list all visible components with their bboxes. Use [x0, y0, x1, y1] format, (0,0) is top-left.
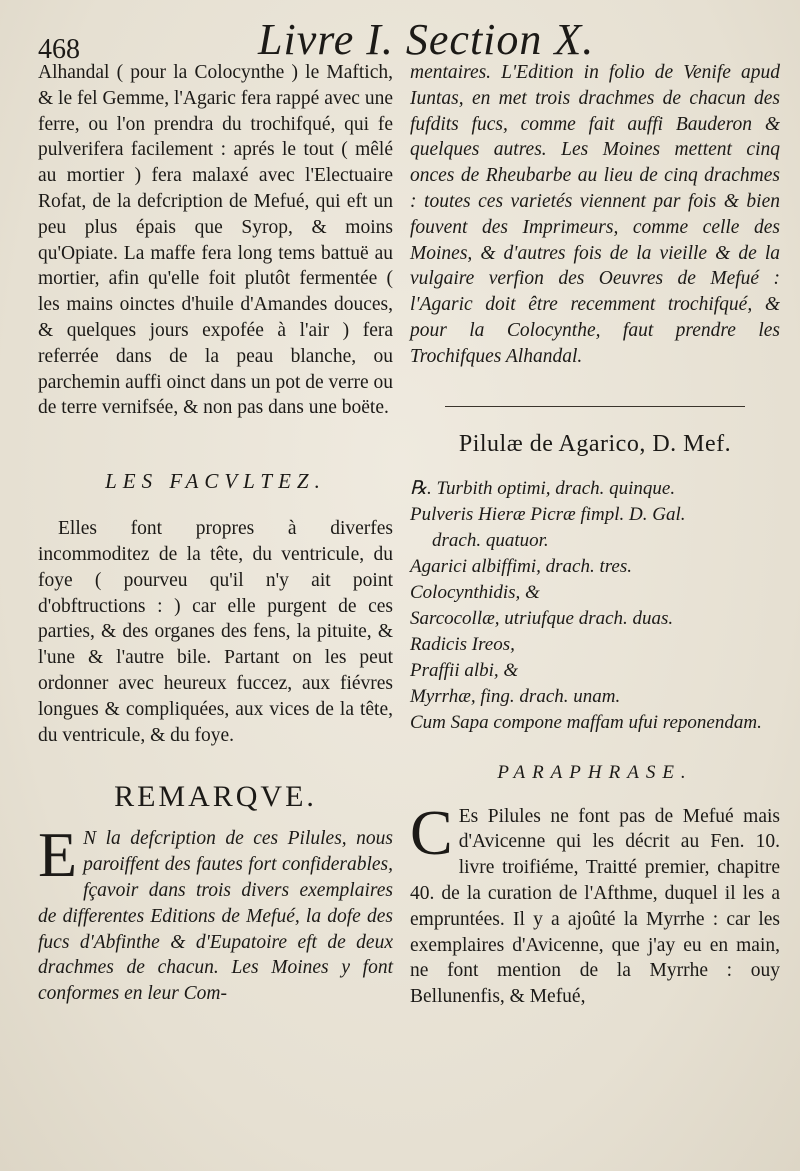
- recipe-line: drach. quatuor.: [432, 529, 549, 551]
- paraphrase-text: Es Pilules ne font pas de Mefué mais d'Avicenne qui les décrit au Fen. 10. livre troifiéme, Traitté premier, chapitre 40. de la curation de l'Afthme, duquel il les a empruntées. Il y a ajoûté la Myrrhe : car les exemplaires d'Avicenne, que j'ay eu en main, ne font mention de la Myrrhe : ouy Bellunenfis, & Mefué,: [410, 805, 780, 1008]
- recipe-title: Pilulæ de Agarico, D. Mef.: [458, 430, 732, 457]
- right-paragraph-1: mentaires. L'Edition in folio de Venife apud Iuntas, en met trois drachmes de chacun des fufdits fucs, comme fait auffi Bauderon & quelques autres. Les Moines mettent cinq onces de Rheubarbe au lieu de cinq drachmes : toutes ces varietés viennent par fois & bien fouvent des Imprimeurs, comme celle des Moines, & d'autres fois de la vieille & de la vulgaire verfion des Oeuvres de Mefué : l'Agaric doit être recemment trochifqué, & pour la Colocynthe, faut prendre les Trochifques Alhandal.: [410, 62, 780, 367]
- recipe-line: Colocynthidis, &: [410, 581, 540, 603]
- divider-rule: [445, 406, 745, 407]
- recipe-line: ℞. Turbith optimi, drach. quinque.: [410, 477, 676, 499]
- left-paragraph-2: Elles font propres à diverfes incommoditez de la tête, du ventricule, du foye ( pourveu qu'il n'y ait point d'obftructions : ) car elle purgent de ces parties, & des organes des fens, la pituite, & l'une & l'autre bile. Partant on les peut ordonner avec heureux fuccez, aux fiévres longues & compliquées, aux vices de la tête, du ventricule, & du foye.: [38, 518, 393, 746]
- paraphrase-paragraph: [410, 796, 780, 1010]
- drop-cap-c: C: [410, 796, 453, 868]
- remarque-paragraph: [38, 819, 393, 1007]
- recipe-line: Agarici albiffimi, drach. tres.: [410, 555, 633, 577]
- drop-cap-e: E: [38, 819, 78, 891]
- running-title: Livre I. Section X.: [258, 15, 595, 64]
- recipe-line: Praffii albi, &: [410, 659, 519, 681]
- recipe-line: Radicis Ireos,: [410, 633, 515, 655]
- left-paragraph-1: Alhandal ( pour la Colocynthe ) le Maftich, & le fel Gemme, l'Agaric fera rappé avec une ferre, ou l'on prendra du trochifqué, qui fe pulverifera facilement : aprés le tout ( mêlé au mortier ) fera malaxé avec l'Electuaire Rofat, de la defcription de Mefué, qui eft un peu plus épais que Syrop, & moins qu'Opiate. La maffe fera long tems battuë au mortier, afin qu'elle foit plutôt fermentée ( les mains oinctes d'huile d'Amandes douces, & quelques jours expofée à l'air ) fera referrée dans de la peau blanche, ou parchemin auffi oinct dans un pot de verre ou de terre vernifsée, & non pas dans une boëte.: [38, 62, 393, 419]
- left-column: [38, 60, 393, 1007]
- facultez-heading: LES FACVLTEZ.: [105, 469, 326, 494]
- recipe-line: Myrrhæ, fing. drach. unam.: [410, 685, 621, 707]
- paraphrase-heading: PARAPHRASE.: [497, 761, 693, 783]
- remarque-text: N la defcription de ces Pilules, nous paroiffent des fautes fort confiderables, fçavoir dans trois divers exemplaires de differentes Editions de Mefué, la dofe des fucs d'Abfinthe & d'Eupatoire eft de deux drachmes de chacun. Les Moines y font conformes en leur Com-: [38, 828, 393, 1005]
- remarque-heading: REMARQVE.: [114, 780, 317, 814]
- recipe-line: Sarcocollæ, utriufque drach. duas.: [410, 607, 674, 629]
- recipe-list: [410, 476, 780, 736]
- page-number: 468: [38, 34, 80, 65]
- recipe-line: Pulveris Hieræ Picræ fimpl. D. Gal.: [410, 503, 686, 525]
- right-column: [410, 60, 780, 1010]
- page-header: [38, 14, 778, 65]
- recipe-line: Cum Sapa compone maffam ufui reponendam.: [410, 711, 762, 733]
